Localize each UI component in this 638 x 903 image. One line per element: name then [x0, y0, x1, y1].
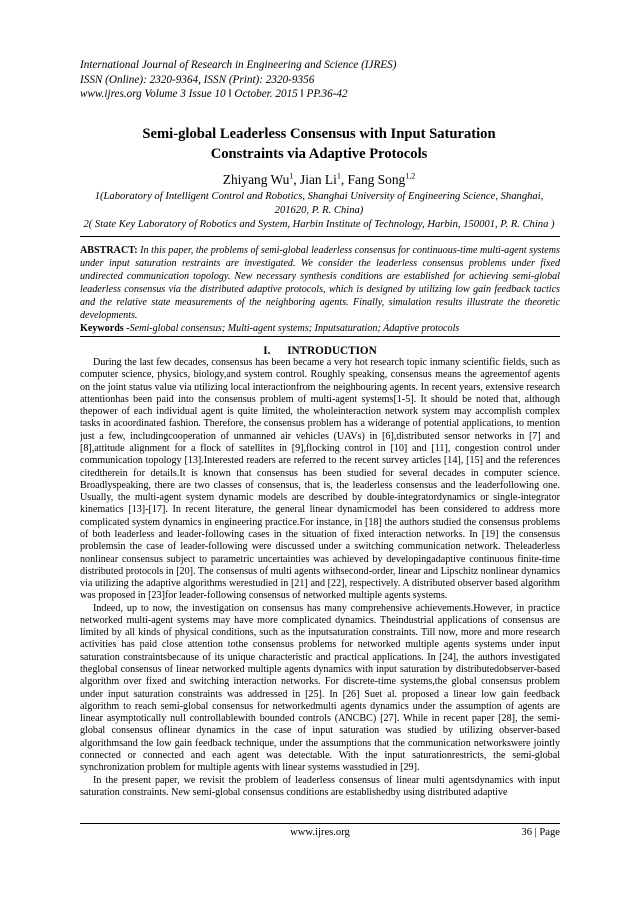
paragraph: During the last few decades, consensus has been became a very hot research topic inmany scientific fields, such as computer science, physics, biology,and system control. Roughly speaking, consensus means the agreementof agents on the joint status value via utilizing local interactionfrom the neighbouring agents. In recent years, extensive research attentionhas been paid into the consensus problem of multi-agent systems[1-5]. It should be noted that, although thepower of each individual agent is quite limited, the wholeinteraction network system may accomplish complex tasks in acoordinated fashion. Therefore, the consensus problem has a widerange of potential applications, to mention just a few, includingcooperation of unmanned air vehicles (UAVs) in [6],distributed sensor networks in [7] and [8],attitude alignment for a flock of satellites in [9],flocking control in [10] and [11], congestion control under communication topology [13].Interested readers are referred to the recent survey articles [14], [15] and the references citedtherein for details.It is known that consensus has been studied for several decades in computer science. Broadlyspeaking, there are two classes of consensus, that is, the leaderless consensus and the leaderfollowing one. Usually, the multi-agent system dynamic models are described by double-integratordynamics or single-integrator kinematics [13]-[17]. In recent literature, the general linear dynamicmodel has been considered to address more complicated system dynamics in engineering practice.For instance, in [18] the authors studied the consensus problems of both leaderless and leader-following cases in the situation of fixed interaction networks. In [19] the consensus problemsin the case of leader-following were discussed under a switching communication network. Theleaderless nonlinear consensus subject to parametric uncertainties was achieved by developingadaptive continuous finite-time distributed protocols in [20]. The consensus of multi agents withsecond-order, linear and Lipschitz nonlinear dynamics via utilizing the adaptive algorithms werestudied in [21] and [22], respectively. A distributed observer based algorithm was proposed in [23]for leader-following consensus of networked multiple agents systems. — [80, 357, 560, 602]
keywords — [80, 322, 560, 335]
author-sep: , — [293, 172, 301, 187]
paragraph: Indeed, up to now, the investigation on consensus has many comprehensive achievements.However, in practice networked multi-agent systems may have more complicated dynamics. Theindustrial applications of consensus are limited by all kinds of physical conditions, such as the inputsaturation constraints. Till now, more and more research activities has paid close attention tothe consensus problems for networked multiple agents systems under input saturation constraintsbecause of its unique characteristic and practical applications. In [24], the authors investigated theglobal consensus of linear networked multiple agents dynamics with input saturation by distributedobserver-based algorithm over fixed and switching interaction networks. For discrete-time systems,the global consensus problem under input saturation constraints was addressed in [25]. In [26] Suet al. proposed a linear low gain feedback algorithm to reach semi-global consensus for networkedmulti agents dynamics under the assumption of agents are linear asymptotically null controllablewith bounded controls (ANCBC) [27]. While in recent paper [28], the semi-global consensus oflinear dynamics in the case of input saturation was studied by utilizing observer-based algorithmsand the low gain feedback technique, under the assumptions that the communication networkswere jointly connected or connected and each agent was detectable. With the input saturationrestricts, the semi-global synchronization problem for multiple agents with linear systems wasstudied in [29]. — [80, 602, 560, 774]
author-name: Fang Song — [347, 172, 406, 187]
journal-issn: ISSN (Online): 2320-9364, ISSN (Print): 2320-9356 — [80, 73, 315, 86]
keywords-text: Semi-global consensus; Multi-agent systems; Inputsaturation; Adaptive protocols — [129, 323, 460, 334]
journal-volume: www.ijres.org Volume 3 Issue 10 ǁ October. 2015 ǁ PP.36-42 — [80, 88, 348, 100]
body-text — [80, 357, 560, 823]
title-line-1: Semi-global Leaderless Consensus with Input Saturation — [142, 126, 496, 142]
affiliation-line: 201620, P. R. China) — [274, 205, 364, 216]
footer-rule — [80, 823, 560, 824]
abstract-label: ABSTRACT: — [80, 245, 138, 256]
author-sup: 1 — [289, 171, 294, 181]
abstract — [80, 244, 560, 322]
journal-header — [80, 58, 580, 102]
page-number: 36 | Page — [521, 827, 560, 838]
section-heading: I. INTRODUCTION — [263, 345, 377, 357]
title-line-2: Constraints via Adaptive Protocols — [210, 146, 428, 162]
affiliation-line: 2( State Key Laboratory of Robotics and System, Harbin Institute of Technology, Harbin, 150001, P. R. China ) — [83, 219, 555, 230]
footer-url: www.ijres.org — [290, 827, 350, 838]
affiliations — [64, 190, 574, 232]
abstract-text: In this paper, the problems of semi-global leaderless consensus for continuous-time multi-agent systems under input saturation restraints are investigated. We consider the leaderless consensus problems under fixed undirected communication topology. New necessary synthesis conditions are established for achieving semi-global leaderless consensus via the distributed adaptive protocols, which is designed by utilizing low gain feedback tactics and the relative state measurements of the neighboring agents. Finally, simulation results illustrate the theoretic developments. — [80, 245, 560, 321]
author-name: Jian Li — [300, 172, 337, 187]
author-list — [60, 172, 578, 188]
keywords-label: Keywords - — [80, 323, 130, 334]
affiliation-line: 1(Laboratory of Intelligent Control and Robotics, Shanghai University of Engineering Science, Shanghai, — [94, 191, 544, 202]
author-name: Zhiyang Wu — [222, 172, 290, 187]
journal-name: International Journal of Research in Engineering and Science (IJRES) — [80, 59, 397, 71]
author-sup: 1 — [336, 171, 341, 181]
author-sup: 1,2 — [405, 171, 416, 181]
top-rule — [80, 236, 560, 237]
bottom-rule — [80, 336, 560, 337]
author-sep: , — [340, 172, 348, 187]
paragraph: In the present paper, we revisit the problem of leaderless consensus of linear multi agentsdynamics with input saturation constraints. New semi-global consensus conditions are establishedby using distributed adaptive — [80, 774, 560, 798]
paper-title — [60, 124, 578, 164]
